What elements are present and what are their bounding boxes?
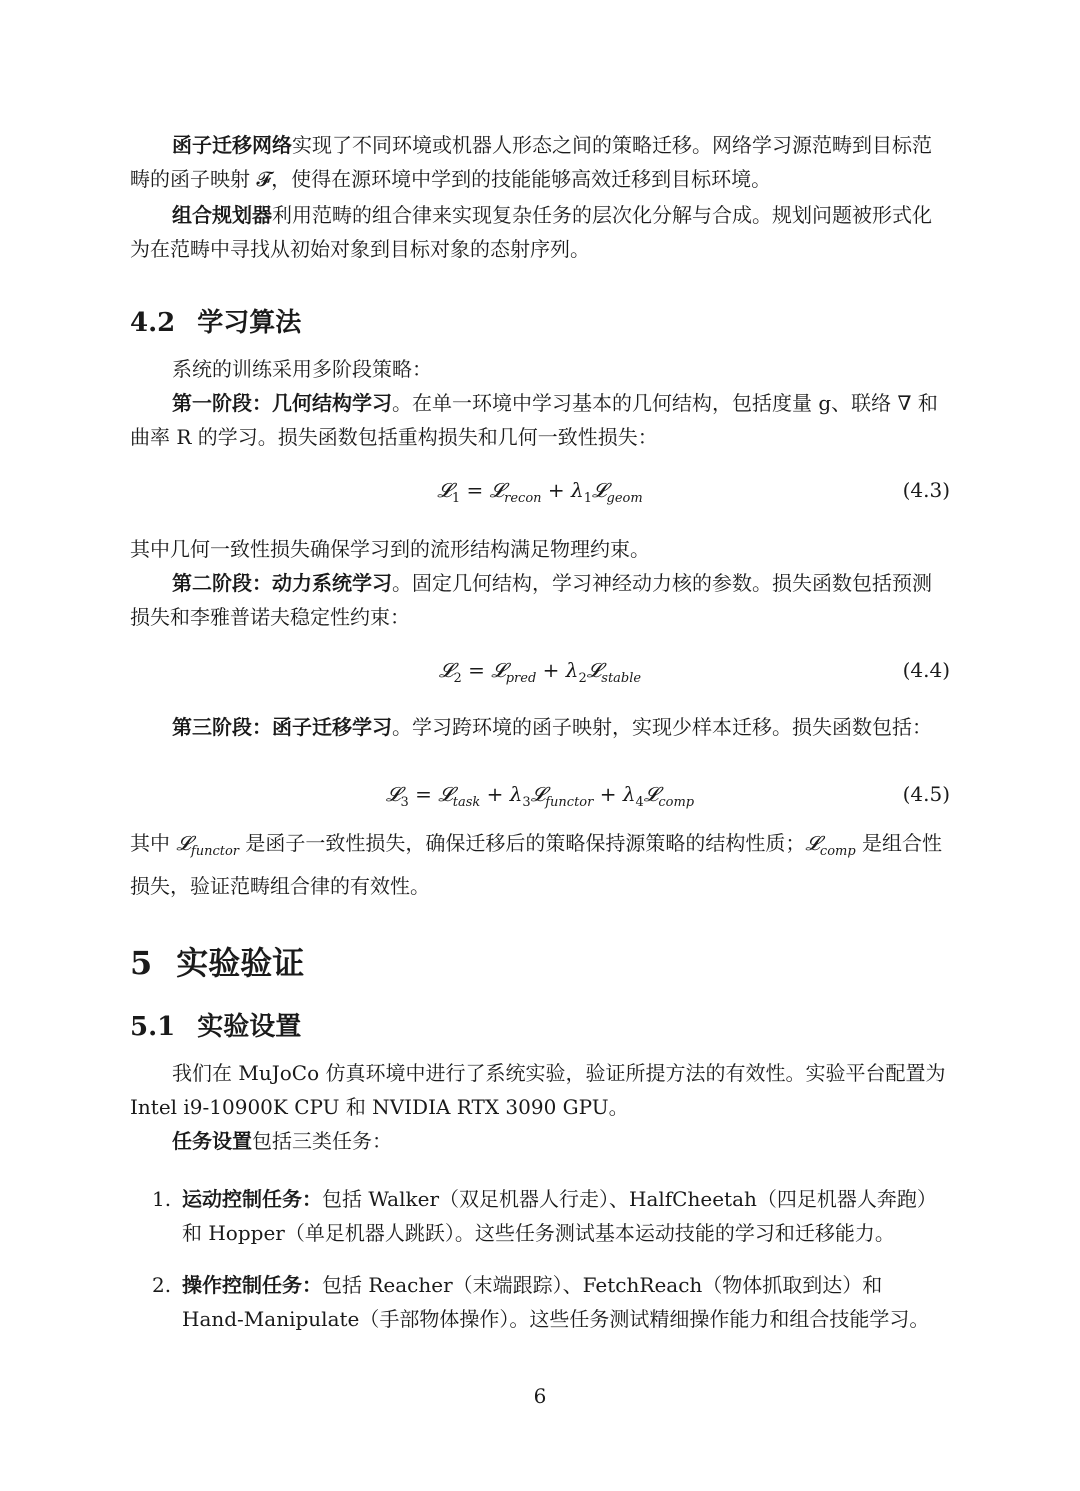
text-after-eq-4-3: 其中几何一致性损失确保学习到的流形结构满足物理约束。 xyxy=(130,537,650,561)
term-stage-1: 第一阶段：几何结构学习 xyxy=(172,391,392,415)
paragraph-stage-1 xyxy=(130,386,950,454)
text-task-settings: 包括三类任务： xyxy=(252,1129,392,1153)
paragraph-after-eq-4-5 xyxy=(130,826,950,903)
list-marker: 2. xyxy=(152,1273,172,1297)
text-after-eq-4-5-a: 其中 xyxy=(130,831,177,855)
list-item-term: 运动控制任务： xyxy=(182,1187,322,1211)
equation-body: 𝓛$_1$ = 𝓛$_{recon}$ + $\lambda_1𝓛_{geom}$ xyxy=(437,478,643,506)
text-stage-2: 。固定几何结构，学习神经动力核的参数。损失函数包括预测损失和李雅普诺夫稳定性约束： xyxy=(130,571,932,629)
text-compositional-planner: 利用范畴的组合律来实现复杂任务的层次化分解与合成。规划问题被形式化为在范畴中寻找从初始对象到目标对象的态射序列。 xyxy=(130,203,932,261)
section-number: 4.2 xyxy=(130,308,176,338)
equation-4-4 xyxy=(130,658,950,698)
text-training-intro: 系统的训练采用多阶段策略： xyxy=(172,357,432,381)
equation-4-5 xyxy=(130,782,950,822)
equation-body: 𝓛$_3$ = 𝓛$_{task}$ + $\lambda_3𝓛_{functor}$ + $\lambda_4𝓛_{comp}$ xyxy=(385,782,695,810)
term-functor-network: 函子迁移网络 xyxy=(172,133,292,157)
paragraph-experiment-platform xyxy=(130,1056,950,1124)
section-heading-4-2 xyxy=(130,302,301,339)
section-title: 学习算法 xyxy=(197,308,302,338)
page-number: 6 xyxy=(533,1384,547,1408)
section-number: 5 xyxy=(130,944,153,982)
term-compositional-planner: 组合规划器 xyxy=(172,203,272,227)
equation-body: 𝓛$_2$ = 𝓛$_{pred}$ + $\lambda_2𝓛_{stable}$ xyxy=(438,658,642,686)
math-l-functor: 𝓛$_{functor}$ xyxy=(176,831,240,859)
section-title: 实验设置 xyxy=(197,1012,302,1042)
text-stage-1: 。在单一环境中学习基本的几何结构，包括度量 g、联络 ∇ 和曲率 R 的学习。损失函数包括重构损失和几何一致性损失： xyxy=(130,391,938,449)
list-item-content xyxy=(182,1268,950,1336)
text-stage-3: 。学习跨环境的函子映射，实现少样本迁移。损失函数包括： xyxy=(392,715,932,739)
text-functor-network: 实现了不同环境或机器人形态之间的策略迁移。网络学习源范畴到目标范畴的函子映射 𝓕，使得在源环境中学到的技能能够高效迁移到目标环境。 xyxy=(130,133,932,191)
equation-number: (4.3) xyxy=(902,478,950,502)
section-heading-5-1 xyxy=(130,1006,301,1043)
math-l-comp: 𝓛$_{comp}$ xyxy=(805,831,856,859)
text-after-eq-4-5-b: 是函子一致性损失，确保迁移后的策略保持源策略的结构性质； xyxy=(239,831,806,855)
list-item-term: 操作控制任务： xyxy=(182,1273,322,1297)
term-stage-2: 第二阶段：动力系统学习 xyxy=(172,571,392,595)
list-marker: 1. xyxy=(152,1187,172,1211)
text-after-eq-4-5-c: 是组合性损失，验证范畴组合律的有效性。 xyxy=(130,831,943,898)
paragraph-task-settings xyxy=(130,1124,950,1158)
section-heading-5 xyxy=(130,938,304,984)
paragraph-stage-2 xyxy=(130,566,950,634)
list-item-text: 包括 Reacher（末端跟踪）、FetchReach（物体抓取到达）和 Hand-Manipulate（手部物体操作）。这些任务测试精细操作能力和组合技能学习。 xyxy=(182,1273,930,1331)
paragraph-compositional-planner xyxy=(130,198,950,266)
section-number: 5.1 xyxy=(130,1012,176,1042)
paragraph-stage-3 xyxy=(130,710,950,744)
paragraph-functor-network xyxy=(130,128,950,196)
paragraph-training-intro xyxy=(130,352,950,386)
list-item-content xyxy=(182,1182,950,1250)
term-task-settings: 任务设置 xyxy=(172,1129,252,1153)
term-stage-3: 第三阶段：函子迁移学习 xyxy=(172,715,392,739)
section-title: 实验验证 xyxy=(176,944,305,982)
paragraph-after-eq-4-3 xyxy=(130,532,950,566)
list-item-text: 包括 Walker（双足机器人行走）、HalfCheetah（四足机器人奔跑）和 Hopper（单足机器人跳跃）。这些任务测试基本运动技能的学习和迁移能力。 xyxy=(182,1187,937,1245)
equation-4-3 xyxy=(130,478,950,518)
text-experiment-platform: 我们在 MuJoCo 仿真环境中进行了系统实验，验证所提方法的有效性。实验平台配置为 Intel i9-10900K CPU 和 NVIDIA RTX 3090 GPU。 xyxy=(130,1061,946,1119)
equation-number: (4.5) xyxy=(902,782,950,806)
equation-number: (4.4) xyxy=(902,658,950,682)
